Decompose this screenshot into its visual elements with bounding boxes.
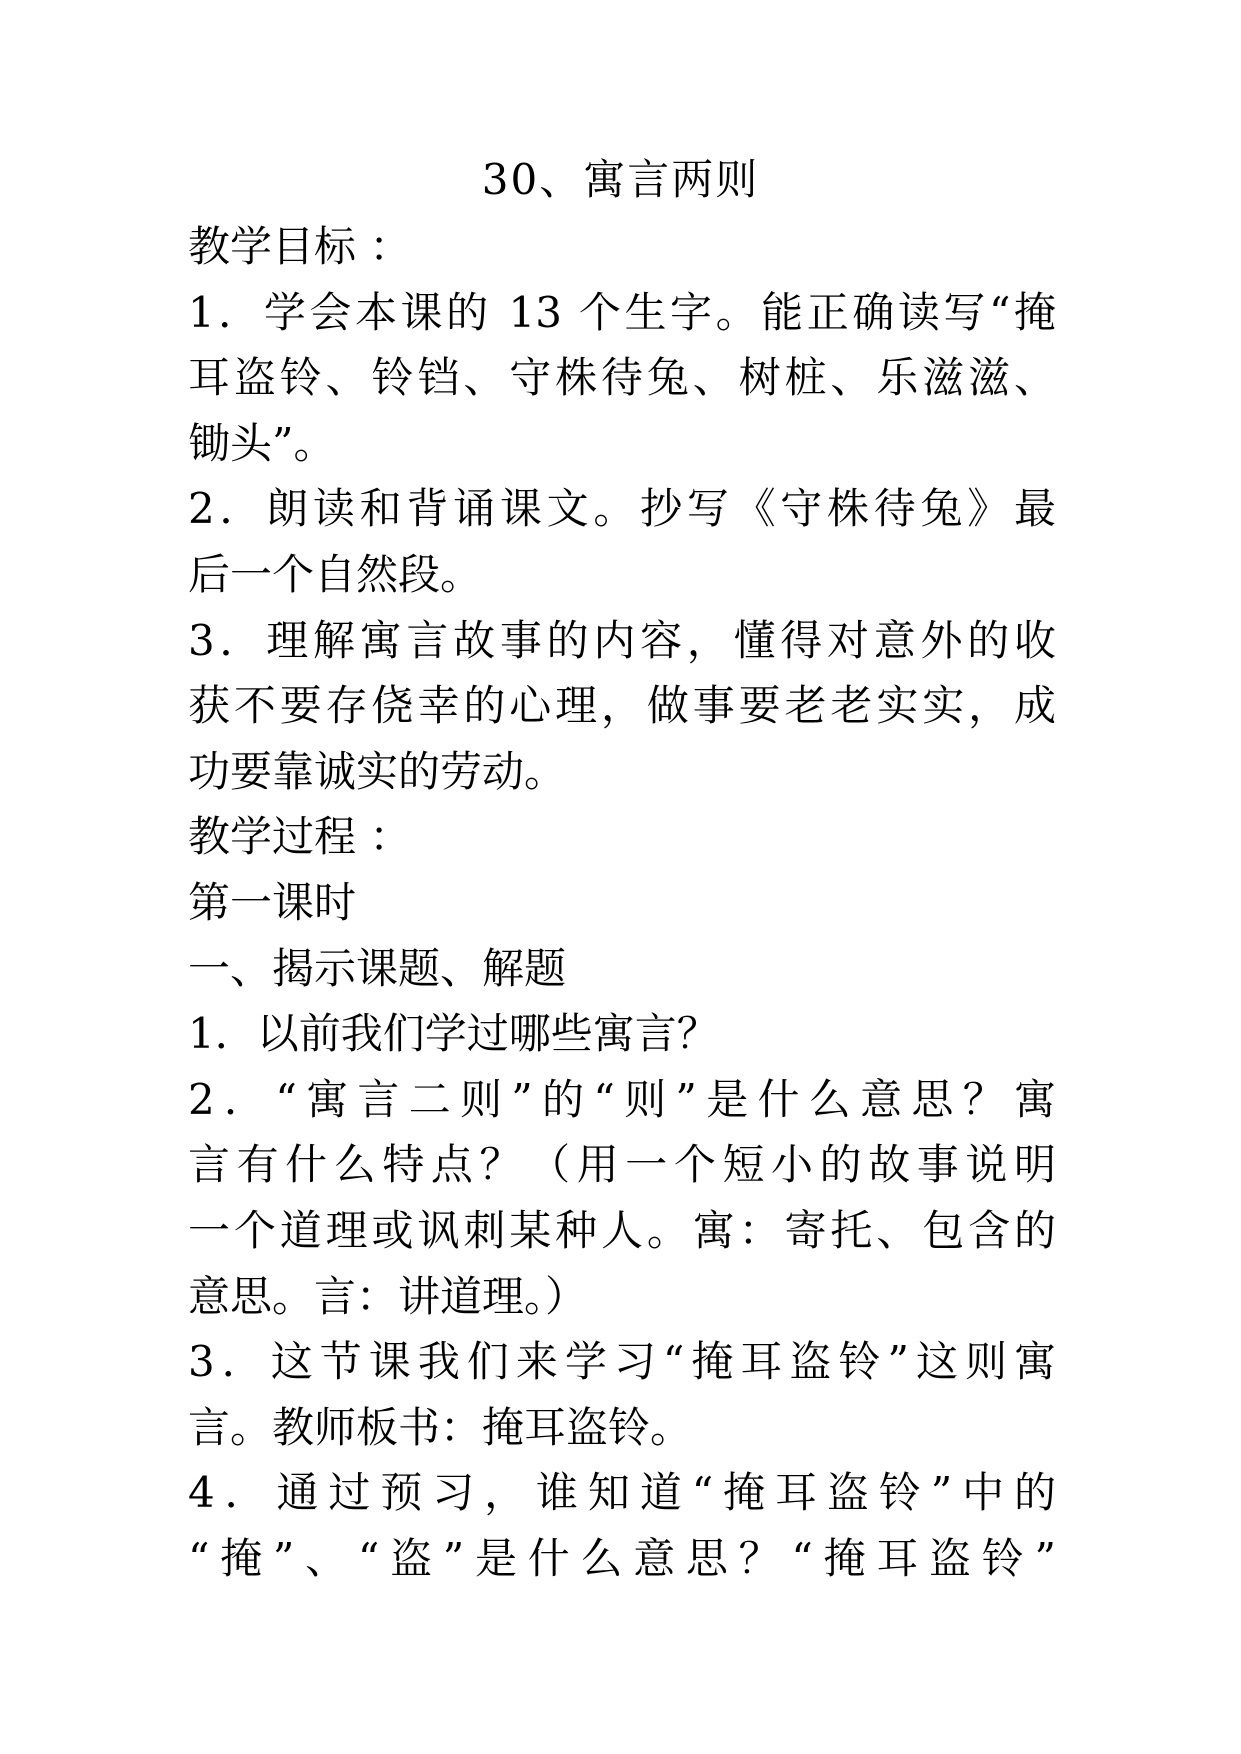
text-line: 功要靠诚实的劳动。 — [188, 746, 567, 796]
text-line: 1．以前我们学过哪些寓言？ — [188, 1009, 719, 1059]
text-line: 耳盗铃、铃铛、守株待兔、树桩、乐滋滋、 — [188, 353, 1056, 403]
text-line: 第一课时 — [188, 877, 357, 927]
text-line: 一、揭示课题、解题 — [188, 943, 567, 993]
text-line: 2．朗读和背诵课文。抄写《守株待兔》最 — [188, 484, 1056, 534]
text-line: 言。教师板书：掩耳盗铃。 — [188, 1402, 693, 1452]
text-line: 3．这节课我们来学习“掩耳盗铃”这则寓 — [188, 1337, 1056, 1387]
text-line: 教学目标 ： — [188, 222, 412, 271]
text-line: 1．学会本课的 13 个生字。能正确读写“掩 — [188, 287, 1056, 337]
text-line: 4．通过预习，谁知道“掩耳盗铃”中的 — [188, 1468, 1056, 1518]
document-body — [188, 214, 1056, 1591]
text-line: 言有什么特点？（用一个短小的故事说明 — [188, 1140, 1056, 1190]
text-line: 获不要存侥幸的心理，做事要老老实实，成 — [188, 681, 1056, 731]
text-line: 后一个自然段。 — [188, 549, 483, 599]
document-title: 30、寓言两则 — [481, 155, 760, 204]
text-line: 教学过程 ： — [188, 812, 412, 862]
text-line: 3．理解寓言故事的内容，懂得对意外的收 — [188, 615, 1056, 665]
text-line: 一个道理或讽刺某种人。寓：寄托、包含的 — [188, 1205, 1056, 1255]
text-line: 意思。言：讲道理。） — [188, 1271, 588, 1321]
text-line: 锄头”。 — [188, 418, 336, 468]
text-line: 2．“寓言二则”的“则”是什么意思？寓 — [188, 1074, 1056, 1124]
text-line: “掩”、“盗”是什么意思？“掩耳盗铃” — [188, 1533, 1056, 1583]
